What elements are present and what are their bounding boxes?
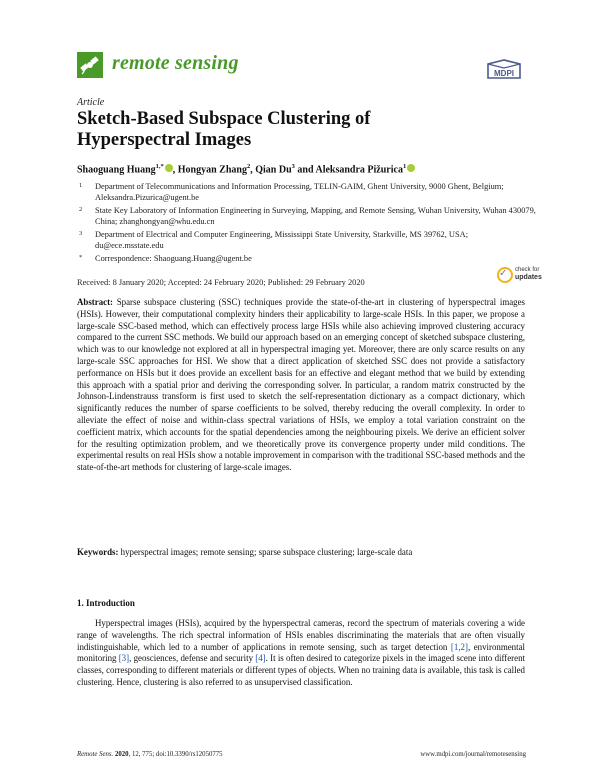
orcid-icon[interactable] bbox=[165, 164, 173, 172]
abstract bbox=[77, 297, 525, 474]
check-updates-line2: updates bbox=[515, 274, 542, 281]
affiliation-number: 3 bbox=[79, 230, 83, 237]
abstract-text: Sparse subspace clustering (SSC) techniques provide the state-of-the-art in clustering of hyperspectral images (HSIs). However, their computational complexity hinders their applicability to large-scale HSIs. In this paper, we propose a large-scale SSC-based method, which can effectively process large HSIs while also achieving improved clustering accuracy compared to the current SSC methods. We build our approach based on an emerging concept of sketched subspace clustering, which was to our knowledge not explored at all in hyperspectral imaging yet. Moreover, there are only scarce results on any large-scale SSC approaches for HSI. We show that a direct application of sketched SSC does not provide a satisfactory performance on HSIs but it does provide an excellent basis for an effective and elegant method that we build by extending this approach with a spatial prior and deriving the corresponding solver. In particular, a random matrix constructed by the Johnson-Lindenstrauss transform is first used to sketch the self-representation dictionary as a compact dictionary, which significantly reduces the number of sparse coefficients to be solved, thereby reducing the overall complexity. In order to alleviate the effect of noise and within-class spectral variations of HSIs, we employ a total variation constraint on the coefficient matrix, which accounts for the spatial dependencies among the neighbouring pixels. We derive an efficient solver for the resulting optimization problem, and we theoretically prove its convergence property under mild conditions. The experimental results on real HSIs show a notable improvement in comparison with the traditional SSC-based methods and the state-of-the-art methods for clustering of large-scale images. bbox=[77, 297, 525, 473]
affiliation-text: Department of Telecommunications and Information Processing, TELIN-GAIM, Ghent University, 9000 Ghent, Belgium; Aleksandra.Pizurica@ugent.be bbox=[95, 182, 504, 202]
keywords bbox=[77, 547, 525, 557]
citation-link[interactable]: [3] bbox=[118, 653, 130, 664]
intro-text-a: Hyperspectral images (HSIs), acquired by the hyperspectral cameras, record the spectrum of materials covering a wide range of wavelengths. The rich spectral information of HSIs enables discriminating the materials that are often visually indistinguishable, which led to a number of applications in remote sensing, such as target detection bbox=[77, 618, 525, 652]
footer-citation-rest: , 12, 775; doi:10.3390/rs12050775 bbox=[128, 751, 223, 758]
author-separator: and bbox=[294, 164, 316, 176]
citation-link[interactable]: [4] bbox=[255, 653, 266, 664]
author-name: Shaoguang Huang bbox=[77, 164, 156, 176]
author-separator: , bbox=[250, 164, 256, 176]
affiliations bbox=[77, 181, 537, 266]
author-affiliation-mark: 2 bbox=[246, 163, 251, 170]
footer-url[interactable]: www.mdpi.com/journal/remotesensing bbox=[420, 751, 526, 758]
abstract-label: Abstract: bbox=[77, 297, 113, 307]
affiliation-number: 2 bbox=[79, 206, 83, 213]
footer-citation bbox=[77, 751, 223, 758]
keywords-label: Keywords: bbox=[77, 547, 119, 557]
footer-journal-abbrev: Remote Sens. bbox=[77, 751, 114, 758]
intro-text-c: , geosciences, defense and security bbox=[129, 653, 256, 664]
affiliation-item bbox=[77, 181, 537, 203]
introduction-paragraph bbox=[77, 618, 525, 689]
title-line-2: Hyperspectral Images bbox=[77, 130, 252, 150]
affiliation-item bbox=[77, 205, 537, 227]
mdpi-logo-text: MDPI bbox=[494, 69, 514, 78]
section-heading-introduction: 1. Introduction bbox=[77, 598, 135, 608]
intro-text-b: , environmental monitoring bbox=[77, 641, 525, 664]
orcid-icon[interactable] bbox=[407, 164, 415, 172]
affiliation-item bbox=[77, 229, 537, 251]
author-separator: , bbox=[172, 164, 178, 176]
check-updates-line1: check for bbox=[515, 267, 540, 273]
affiliation-text: State Key Laboratory of Information Engineering in Surveying, Mapping, and Remote Sensing, Wuhan University, Wuhan 430079, China; zhanghongyan@whu.edu.cn bbox=[95, 206, 536, 226]
publication-dates: Received: 8 January 2020; Accepted: 24 February 2020; Published: 29 February 2020 bbox=[77, 278, 365, 287]
author-name: Aleksandra Pižurica bbox=[315, 164, 403, 176]
article-type: Article bbox=[77, 97, 105, 108]
affiliation-text: Correspondence: Shaoguang.Huang@ugent.be bbox=[95, 254, 252, 263]
citation-link[interactable]: [1,2] bbox=[450, 641, 468, 652]
check-icon: ✓ bbox=[499, 268, 508, 279]
journal-name: remote sensing bbox=[112, 52, 239, 74]
affiliation-text: Department of Electrical and Computer Engineering, Mississippi State University, Starkville, MS 39762, USA; du@ece.msstate.edu bbox=[95, 230, 469, 250]
author-affiliation-mark: 1 bbox=[402, 163, 407, 170]
check-for-updates-badge[interactable] bbox=[497, 265, 542, 291]
keywords-text: hyperspectral images; remote sensing; sparse subspace clustering; large-scale data bbox=[120, 547, 413, 557]
title-line-1: Sketch-Based Subspace Clustering of bbox=[77, 109, 371, 129]
satellite-icon bbox=[77, 52, 103, 78]
paper-title bbox=[77, 109, 517, 151]
affiliation-number: 1 bbox=[79, 182, 83, 189]
author-affiliation-mark: 1,* bbox=[155, 163, 164, 170]
footer-year: 2020 bbox=[114, 751, 129, 758]
author-name: Hongyan Zhang bbox=[177, 164, 247, 176]
affiliation-number: * bbox=[79, 254, 83, 261]
author-affiliation-mark: 3 bbox=[291, 163, 295, 170]
author-name: Qian Du bbox=[255, 164, 292, 176]
author-list bbox=[77, 163, 547, 175]
mdpi-logo bbox=[484, 58, 524, 82]
affiliation-item bbox=[77, 253, 537, 264]
intro-text-d: . It is often desired to categorize pixels in the imaged scene into different classes, corresponding to different materials or different types of objects. When no training data is available, this task is called clustering. Hence, clustering is also referred to as unsupervised classification. bbox=[77, 653, 525, 687]
